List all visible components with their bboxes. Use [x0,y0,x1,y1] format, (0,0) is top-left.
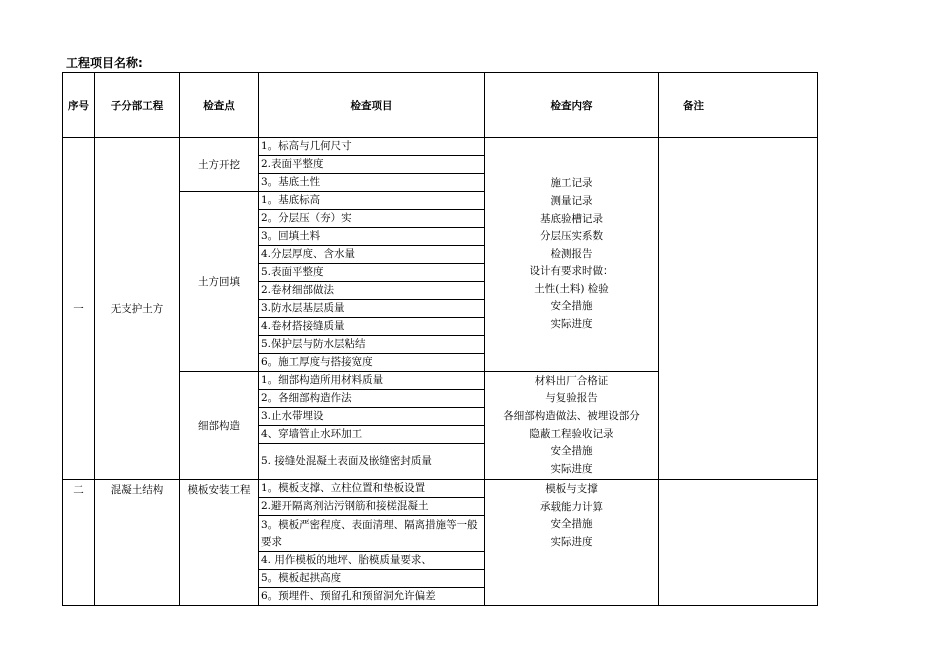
header-note: 备注 [659,73,818,138]
header-subsection: 子分部工程 [95,73,180,138]
check-item-cell: 1。标高与几何尺寸 [259,138,485,156]
content-line: 设计有要求时做： [529,265,614,278]
check-item-cell: 6。预埋件、预留孔和预留洞允许偏差 [259,588,485,606]
check-item-cell: 2.避开隔离剂沾污钢筋和接槎混凝土 [259,498,485,516]
header-check-point: 检查点 [180,73,259,138]
check-item-cell: 5.表面平整度 [259,264,485,282]
content-line: 安全措施 [550,445,593,458]
table-row [63,480,818,498]
content-line: 测量记录 [550,194,593,207]
seq-cell: 一 [63,138,95,480]
check-item-cell: 6。施工厚度与搭接宽度 [259,354,485,372]
content-line: 检测报告 [550,247,593,260]
header-check-item: 检查项目 [259,73,485,138]
check-content-cell [485,138,659,372]
check-item-cell: 3。回填土料 [259,228,485,246]
check-item-cell: 5. 接缝处混凝土表面及嵌缝密封质量 [259,444,485,480]
check-item-cell: 3.止水带埋设 [259,408,485,426]
check-point-cell: 细部构造 [180,372,259,480]
content-line: 隐蔽工程验收记录 [529,427,614,440]
content-line: 材料出厂合格证 [534,374,609,387]
content-line: 实际进度 [550,318,593,331]
content-line: 施工记录 [550,177,593,190]
project-name-label: 工程项目名称: [66,56,143,70]
content-line: 土性(土料) 检验 [534,282,609,295]
check-item-cell: 2.表面平整度 [259,156,485,174]
check-item-cell: 1。基底标高 [259,192,485,210]
check-item-cell: 2。各细部构造作法 [259,390,485,408]
header-seq: 序号 [63,73,95,138]
check-item-cell: 3.防水层基层质量 [259,300,485,318]
content-line: 与复验报告 [545,392,598,405]
check-point-cell: 模板安装工程 [180,480,259,606]
check-item-cell: 5。模板起拱高度 [259,570,485,588]
content-line: 安全措施 [550,518,593,531]
check-item-cell: 2.卷材细部做法 [259,282,485,300]
content-line: 实际进度 [550,462,593,475]
check-content-cell [485,372,659,480]
check-item-cell: 3。基底土性 [259,174,485,192]
content-line: 实际进度 [550,535,593,548]
header-row [63,73,818,138]
content-line: 安全措施 [550,300,593,313]
check-item-cell: 4. 用作模板的地坪、胎模质量要求、 [259,552,485,570]
subsection-cell: 无支护土方 [95,138,180,480]
check-item-cell: 4、穿墙管止水环加工 [259,426,485,444]
inspection-table [62,72,818,606]
table-row [63,138,818,156]
content-line: 基底验槽记录 [540,212,603,225]
check-item-cell: 1。模板支撑、立柱位置和垫板设置 [259,480,485,498]
check-item-cell: 1。细部构造所用材料质量 [259,372,485,390]
check-item-cell: 2。分层压（夯）实 [259,210,485,228]
check-item-cell: 5.保护层与防水层粘结 [259,336,485,354]
note-cell [659,480,818,606]
check-item-cell: 4.分层厚度、含水量 [259,246,485,264]
check-item-cell: 4.卷材搭接缝质量 [259,318,485,336]
content-line: 各细部构造做法、被埋设部分 [503,409,640,422]
note-cell [659,138,818,480]
check-point-cell: 土方开挖 [180,138,259,192]
subsection-cell: 混凝土结构 [95,480,180,606]
header-check-content: 检查内容 [485,73,659,138]
check-point-cell: 土方回填 [180,192,259,372]
seq-cell: 二 [63,480,95,606]
content-line: 承载能力计算 [540,500,603,513]
content-line: 分层压实系数 [540,230,603,243]
check-item-cell: 3。模板严密程度、表面清理、隔离措施等一般要求 [259,516,485,552]
content-line: 模板与支撑 [545,483,598,495]
check-content-cell [485,480,659,606]
